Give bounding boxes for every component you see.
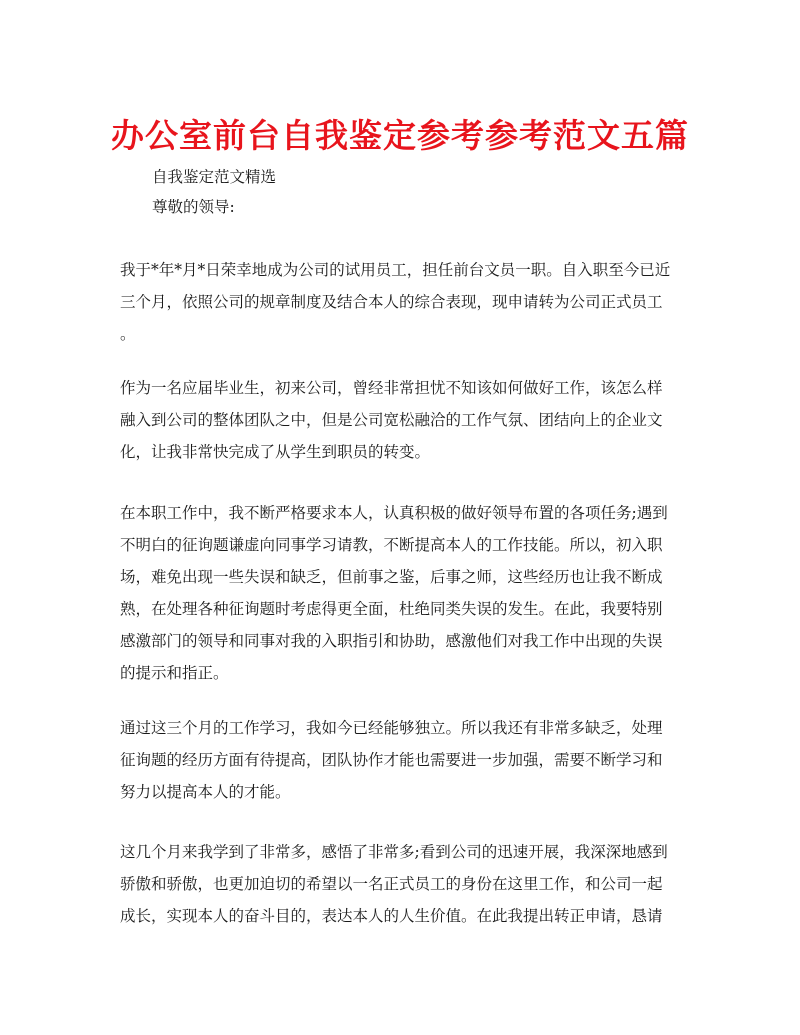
document-title: 办公室前台自我鉴定参考参考范文五篇: [111, 116, 689, 155]
paragraph-1: [120, 254, 686, 350]
paragraph-line: 感激部门的领导和同事对我的入职指引和协助，感激他们对我工作中出现的失误: [120, 632, 663, 650]
paragraph-5: [120, 836, 686, 932]
paragraph-line: 在本职工作中，我不断严格要求本人，认真积极的做好领导布置的各项任务;遇到: [120, 504, 668, 522]
paragraph-2: [120, 372, 686, 468]
paragraph-line: 这几个月来我学到了非常多，感悟了非常多;看到公司的迅速开展，我深深地感到: [120, 843, 668, 861]
salutation: 尊敬的领导:: [152, 198, 235, 216]
paragraph-line: 成长，实现本人的奋斗目的，表达本人的人生价值。在此我提出转正申请，恳请: [120, 907, 663, 925]
paragraph-line: 。: [120, 325, 136, 343]
subtitle: 自我鉴定范文精选: [152, 168, 277, 186]
paragraph-line: 融入到公司的整体团队之中，但是公司宽松融洽的工作气氛、团结向上的企业文: [120, 411, 663, 429]
paragraph-line: 不明白的征询题谦虚向同事学习请教，不断提高本人的工作技能。所以，初入职: [120, 536, 663, 554]
paragraph-line: 场，难免出现一些失误和缺乏，但前事之鉴，后事之师，这些经历也让我不断成: [120, 568, 663, 586]
paragraph-4: [120, 712, 686, 808]
paragraph-line: 通过这三个月的工作学习，我如今已经能够独立。所以我还有非常多缺乏，处理: [120, 719, 663, 737]
paragraph-line: 我于*年*月*日荣幸地成为公司的试用员工，担任前台文员一职。自入职至今已近: [120, 261, 671, 279]
paragraph-line: 征询题的经历方面有待提高，团队协作才能也需要进一步加强，需要不断学习和: [120, 751, 663, 769]
paragraph-line: 熟，在处理各种征询题时考虑得更全面，杜绝同类失误的发生。在此，我要特别: [120, 600, 663, 618]
paragraph-line: 努力以提高本人的才能。: [120, 783, 291, 801]
paragraph-line: 骄傲和骄傲，也更加迫切的希望以一名正式员工的身份在这里工作，和公司一起: [120, 875, 663, 893]
paragraph-3: [120, 497, 686, 689]
paragraph-line: 化，让我非常快完成了从学生到职员的转变。: [120, 443, 431, 461]
paragraph-line: 作为一名应届毕业生，初来公司，曾经非常担忧不知该如何做好工作，该怎么样: [120, 379, 663, 397]
paragraph-line: 三个月，依照公司的规章制度及结合本人的综合表现，现申请转为公司正式员工: [120, 293, 663, 311]
paragraph-line: 的提示和指正。: [120, 664, 229, 682]
